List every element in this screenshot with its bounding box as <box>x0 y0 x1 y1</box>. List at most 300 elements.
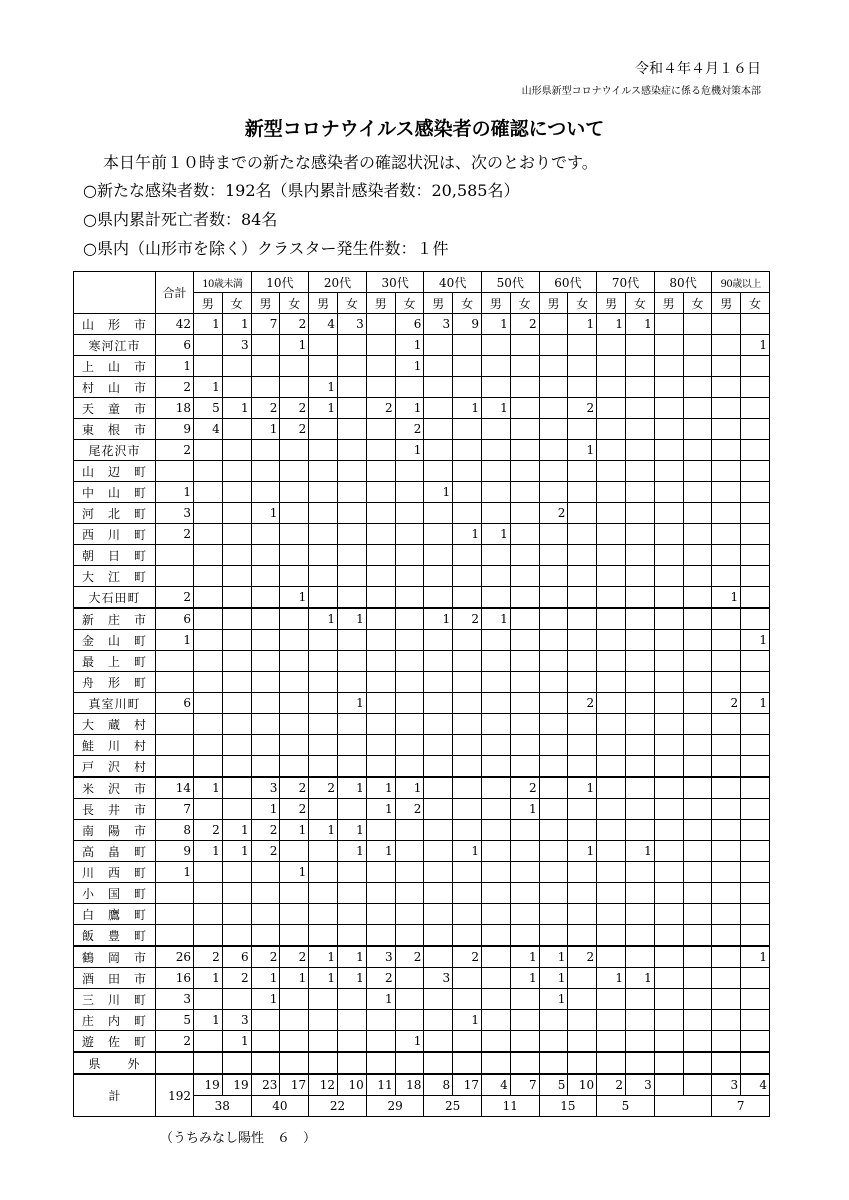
count-cell <box>194 524 223 545</box>
count-cell <box>654 735 683 756</box>
count-cell <box>453 461 482 482</box>
count-cell <box>741 398 770 419</box>
count-cell <box>424 1052 453 1074</box>
table-row <box>74 377 770 398</box>
count-cell <box>222 883 251 904</box>
count-cell <box>453 503 482 524</box>
count-cell <box>654 482 683 503</box>
count-cell <box>539 672 568 693</box>
count-cell: 1 <box>194 1010 223 1031</box>
count-cell <box>366 904 395 925</box>
count-cell <box>741 314 770 335</box>
count-cell: 1 <box>338 841 367 862</box>
count-cell <box>424 1010 453 1031</box>
count-cell <box>366 566 395 587</box>
new-cases-line: ○新たな感染者数：192名（県内累計感染者数：20,585名） <box>83 181 520 200</box>
count-cell: 1 <box>280 820 309 841</box>
total-by-age-cell: 5 <box>597 1096 655 1117</box>
count-cell <box>654 419 683 440</box>
count-cell <box>338 672 367 693</box>
count-cell <box>481 777 510 799</box>
count-cell <box>712 482 741 503</box>
count-cell: 1 <box>510 946 539 968</box>
count-cell <box>654 756 683 778</box>
count-cell <box>597 419 626 440</box>
count-cell <box>654 608 683 630</box>
count-cell <box>597 651 626 672</box>
count-cell <box>539 356 568 377</box>
count-cell: 1 <box>510 799 539 820</box>
table-row <box>74 799 770 820</box>
count-cell <box>597 440 626 461</box>
municipality-name: 三 川 町 <box>74 989 156 1010</box>
count-cell <box>222 524 251 545</box>
count-cell <box>510 925 539 947</box>
count-cell <box>741 545 770 566</box>
municipality-name: 南 陽 市 <box>74 820 156 841</box>
count-cell <box>683 566 712 587</box>
count-cell <box>424 989 453 1010</box>
count-cell: 1 <box>309 398 338 419</box>
municipality-name: 山 形 市 <box>74 314 156 335</box>
count-cell <box>741 651 770 672</box>
total-by-sex-cell: 17 <box>453 1074 482 1096</box>
count-cell: 1 <box>481 314 510 335</box>
count-cell: 1 <box>309 608 338 630</box>
table-row <box>74 693 770 714</box>
count-cell <box>481 925 510 947</box>
count-cell <box>654 841 683 862</box>
count-cell <box>280 545 309 566</box>
count-cell <box>712 419 741 440</box>
count-cell <box>309 925 338 947</box>
count-cell <box>453 968 482 989</box>
count-cell <box>424 377 453 398</box>
count-cell <box>424 440 453 461</box>
count-cell: 1 <box>395 398 424 419</box>
count-cell <box>481 968 510 989</box>
count-cell <box>712 566 741 587</box>
count-cell <box>194 545 223 566</box>
count-cell <box>568 862 597 883</box>
table-row <box>74 461 770 482</box>
count-cell <box>481 820 510 841</box>
table-row <box>74 524 770 545</box>
row-total <box>156 672 194 693</box>
count-cell <box>366 883 395 904</box>
count-cell: 2 <box>309 777 338 799</box>
count-cell <box>453 419 482 440</box>
count-cell: 1 <box>280 862 309 883</box>
count-cell <box>539 862 568 883</box>
municipality-name: 舟 形 町 <box>74 672 156 693</box>
count-cell <box>194 335 223 356</box>
count-cell <box>194 756 223 778</box>
count-cell <box>712 883 741 904</box>
count-cell <box>222 587 251 609</box>
count-cell <box>597 799 626 820</box>
count-cell <box>280 693 309 714</box>
count-cell <box>539 398 568 419</box>
count-cell <box>510 651 539 672</box>
municipality-name: 天 童 市 <box>74 398 156 419</box>
row-total <box>156 651 194 672</box>
row-total: 26 <box>156 946 194 968</box>
count-cell <box>712 524 741 545</box>
municipality-name: 戸 沢 村 <box>74 756 156 778</box>
count-cell <box>625 566 654 587</box>
count-cell <box>741 820 770 841</box>
row-total <box>156 714 194 735</box>
count-cell: 1 <box>741 335 770 356</box>
count-cell <box>453 587 482 609</box>
count-cell <box>424 946 453 968</box>
count-cell <box>510 672 539 693</box>
count-cell <box>654 461 683 482</box>
row-total <box>156 904 194 925</box>
row-total: 16 <box>156 968 194 989</box>
count-cell: 1 <box>395 1031 424 1053</box>
row-total: 5 <box>156 1010 194 1031</box>
count-cell <box>741 1010 770 1031</box>
age-group-header: 60代 <box>539 272 597 293</box>
count-cell <box>568 356 597 377</box>
count-cell <box>597 503 626 524</box>
count-cell <box>309 799 338 820</box>
count-cell <box>424 651 453 672</box>
count-cell <box>568 756 597 778</box>
count-cell <box>395 1052 424 1074</box>
total-by-sex-cell: 4 <box>741 1074 770 1096</box>
count-cell <box>625 503 654 524</box>
count-cell <box>453 672 482 693</box>
count-cell <box>481 587 510 609</box>
row-total: 8 <box>156 820 194 841</box>
table-row <box>74 777 770 799</box>
table-row <box>74 440 770 461</box>
count-cell <box>453 693 482 714</box>
count-cell <box>625 651 654 672</box>
count-cell <box>683 356 712 377</box>
count-cell <box>309 883 338 904</box>
count-cell <box>654 862 683 883</box>
male-header: 男 <box>366 293 395 314</box>
page-title: 新型コロナウイルス感染者の確認について <box>244 118 605 140</box>
count-cell <box>568 377 597 398</box>
count-cell <box>683 377 712 398</box>
count-cell: 1 <box>568 440 597 461</box>
count-cell <box>625 1031 654 1053</box>
count-cell <box>280 1031 309 1053</box>
count-cell <box>597 735 626 756</box>
count-cell <box>539 925 568 947</box>
count-cell <box>597 587 626 609</box>
count-cell <box>251 482 280 503</box>
table-row <box>74 356 770 377</box>
count-cell <box>194 587 223 609</box>
count-cell <box>712 440 741 461</box>
count-cell <box>625 946 654 968</box>
count-cell <box>338 735 367 756</box>
count-cell <box>597 714 626 735</box>
total-by-sex-cell: 23 <box>251 1074 280 1096</box>
count-cell <box>597 524 626 545</box>
count-cell <box>712 377 741 398</box>
count-cell <box>712 1052 741 1074</box>
count-cell <box>309 461 338 482</box>
row-total: 7 <box>156 799 194 820</box>
count-cell <box>712 968 741 989</box>
count-cell <box>453 440 482 461</box>
table-row <box>74 1010 770 1031</box>
count-cell <box>251 1052 280 1074</box>
municipality-name: 米 沢 市 <box>74 777 156 799</box>
date: 令和４年４月１６日 <box>635 61 761 77</box>
count-cell <box>222 503 251 524</box>
count-cell <box>481 799 510 820</box>
row-total: 2 <box>156 377 194 398</box>
count-cell: 1 <box>222 841 251 862</box>
count-cell <box>510 587 539 609</box>
count-cell <box>741 608 770 630</box>
male-header: 男 <box>424 293 453 314</box>
count-cell <box>424 545 453 566</box>
count-cell: 3 <box>424 968 453 989</box>
count-cell <box>251 356 280 377</box>
count-cell <box>625 799 654 820</box>
count-cell <box>741 735 770 756</box>
count-cell: 1 <box>424 482 453 503</box>
municipality-name: 鶴 岡 市 <box>74 946 156 968</box>
count-cell: 1 <box>338 693 367 714</box>
count-cell <box>712 651 741 672</box>
municipality-name: 高 畠 町 <box>74 841 156 862</box>
municipality-name: 川 西 町 <box>74 862 156 883</box>
count-cell: 1 <box>568 777 597 799</box>
count-cell <box>222 989 251 1010</box>
count-cell <box>654 714 683 735</box>
table-row <box>74 545 770 566</box>
count-cell <box>481 651 510 672</box>
count-cell <box>395 989 424 1010</box>
count-cell <box>683 883 712 904</box>
count-cell <box>251 925 280 947</box>
count-cell <box>712 398 741 419</box>
count-cell <box>741 841 770 862</box>
count-cell <box>309 693 338 714</box>
count-cell <box>712 925 741 947</box>
count-cell <box>712 461 741 482</box>
count-cell <box>194 651 223 672</box>
count-cell <box>395 693 424 714</box>
count-cell <box>338 545 367 566</box>
count-cell <box>568 461 597 482</box>
count-cell <box>424 503 453 524</box>
count-cell: 2 <box>251 398 280 419</box>
table-row <box>74 587 770 609</box>
count-cell: 4 <box>309 314 338 335</box>
count-cell <box>309 904 338 925</box>
count-cell: 2 <box>280 398 309 419</box>
count-cell: 1 <box>539 968 568 989</box>
female-header: 女 <box>683 293 712 314</box>
count-cell: 2 <box>251 946 280 968</box>
table-row <box>74 735 770 756</box>
count-cell <box>683 482 712 503</box>
count-cell <box>654 1010 683 1031</box>
count-cell <box>741 419 770 440</box>
total-by-sex-cell: 2 <box>597 1074 626 1096</box>
count-cell <box>481 482 510 503</box>
count-cell <box>625 398 654 419</box>
row-total: 1 <box>156 356 194 377</box>
count-cell <box>424 587 453 609</box>
count-cell <box>453 756 482 778</box>
count-cell <box>481 862 510 883</box>
municipality-name: 上 山 市 <box>74 356 156 377</box>
count-cell <box>597 630 626 651</box>
count-cell <box>712 1031 741 1053</box>
total-row-by-sex <box>74 1074 770 1096</box>
male-header: 男 <box>597 293 626 314</box>
row-total <box>156 735 194 756</box>
count-cell <box>338 1010 367 1031</box>
count-cell <box>597 904 626 925</box>
count-cell <box>194 925 223 947</box>
count-cell <box>568 608 597 630</box>
total-by-sex-cell: 5 <box>539 1074 568 1096</box>
row-total: 6 <box>156 693 194 714</box>
count-cell: 1 <box>280 335 309 356</box>
count-cell <box>453 799 482 820</box>
count-cell <box>568 904 597 925</box>
count-cell: 7 <box>251 314 280 335</box>
count-cell <box>251 651 280 672</box>
count-cell <box>338 904 367 925</box>
count-cell <box>453 651 482 672</box>
total-label: 計 <box>74 1074 156 1117</box>
count-cell <box>424 335 453 356</box>
count-cell <box>395 820 424 841</box>
count-cell <box>481 630 510 651</box>
count-cell <box>338 503 367 524</box>
count-cell <box>683 925 712 947</box>
count-cell <box>481 989 510 1010</box>
total-by-sex-cell: 12 <box>309 1074 338 1096</box>
count-cell <box>683 862 712 883</box>
count-cell: 2 <box>366 968 395 989</box>
female-header: 女 <box>510 293 539 314</box>
count-cell <box>251 735 280 756</box>
count-cell <box>625 693 654 714</box>
count-cell <box>625 630 654 651</box>
count-cell <box>280 735 309 756</box>
total-by-sex-cell: 11 <box>366 1074 395 1096</box>
count-cell <box>712 314 741 335</box>
cluster-line: ○県内（山形市を除く）クラスター発生件数：１件 <box>83 239 449 258</box>
table-row <box>74 925 770 947</box>
count-cell <box>222 482 251 503</box>
female-header: 女 <box>280 293 309 314</box>
total-by-sex-cell: 4 <box>481 1074 510 1096</box>
count-cell <box>539 461 568 482</box>
count-cell <box>597 461 626 482</box>
count-cell <box>395 756 424 778</box>
count-cell <box>597 1052 626 1074</box>
count-cell <box>510 883 539 904</box>
count-cell <box>366 503 395 524</box>
row-total: 18 <box>156 398 194 419</box>
count-cell <box>683 989 712 1010</box>
count-cell: 1 <box>510 968 539 989</box>
count-cell <box>222 777 251 799</box>
count-cell <box>194 461 223 482</box>
row-total <box>156 756 194 778</box>
count-cell: 1 <box>366 799 395 820</box>
count-cell <box>280 904 309 925</box>
male-header: 男 <box>539 293 568 314</box>
count-cell: 1 <box>338 608 367 630</box>
count-cell <box>338 651 367 672</box>
count-cell <box>625 335 654 356</box>
count-cell <box>309 524 338 545</box>
count-cell <box>510 820 539 841</box>
count-cell <box>453 630 482 651</box>
count-cell <box>510 482 539 503</box>
count-cell <box>625 672 654 693</box>
table-row <box>74 672 770 693</box>
count-cell: 1 <box>194 777 223 799</box>
count-cell <box>625 524 654 545</box>
count-cell <box>625 989 654 1010</box>
total-by-sex-cell: 3 <box>712 1074 741 1096</box>
count-cell <box>251 904 280 925</box>
count-cell: 1 <box>366 841 395 862</box>
count-cell <box>424 356 453 377</box>
count-cell <box>194 989 223 1010</box>
count-cell <box>683 756 712 778</box>
row-total: 6 <box>156 608 194 630</box>
count-cell <box>280 1010 309 1031</box>
count-cell <box>424 714 453 735</box>
count-cell <box>597 566 626 587</box>
row-total <box>156 545 194 566</box>
age-group-header: 10歳未満 <box>194 272 252 293</box>
count-cell <box>481 356 510 377</box>
count-cell <box>280 672 309 693</box>
count-cell <box>712 672 741 693</box>
count-cell <box>510 356 539 377</box>
male-header: 男 <box>309 293 338 314</box>
age-group-header: 70代 <box>597 272 655 293</box>
row-total: 3 <box>156 503 194 524</box>
table-row <box>74 482 770 503</box>
table-row <box>74 503 770 524</box>
count-cell: 1 <box>309 946 338 968</box>
row-total <box>156 1052 194 1074</box>
count-cell <box>597 989 626 1010</box>
female-header: 女 <box>741 293 770 314</box>
count-cell <box>683 461 712 482</box>
female-header: 女 <box>395 293 424 314</box>
municipality-name: 庄 内 町 <box>74 1010 156 1031</box>
count-cell <box>683 799 712 820</box>
age-group-header: 10代 <box>251 272 309 293</box>
count-cell <box>481 756 510 778</box>
count-cell <box>366 1052 395 1074</box>
count-cell: 6 <box>395 314 424 335</box>
count-cell: 2 <box>280 799 309 820</box>
